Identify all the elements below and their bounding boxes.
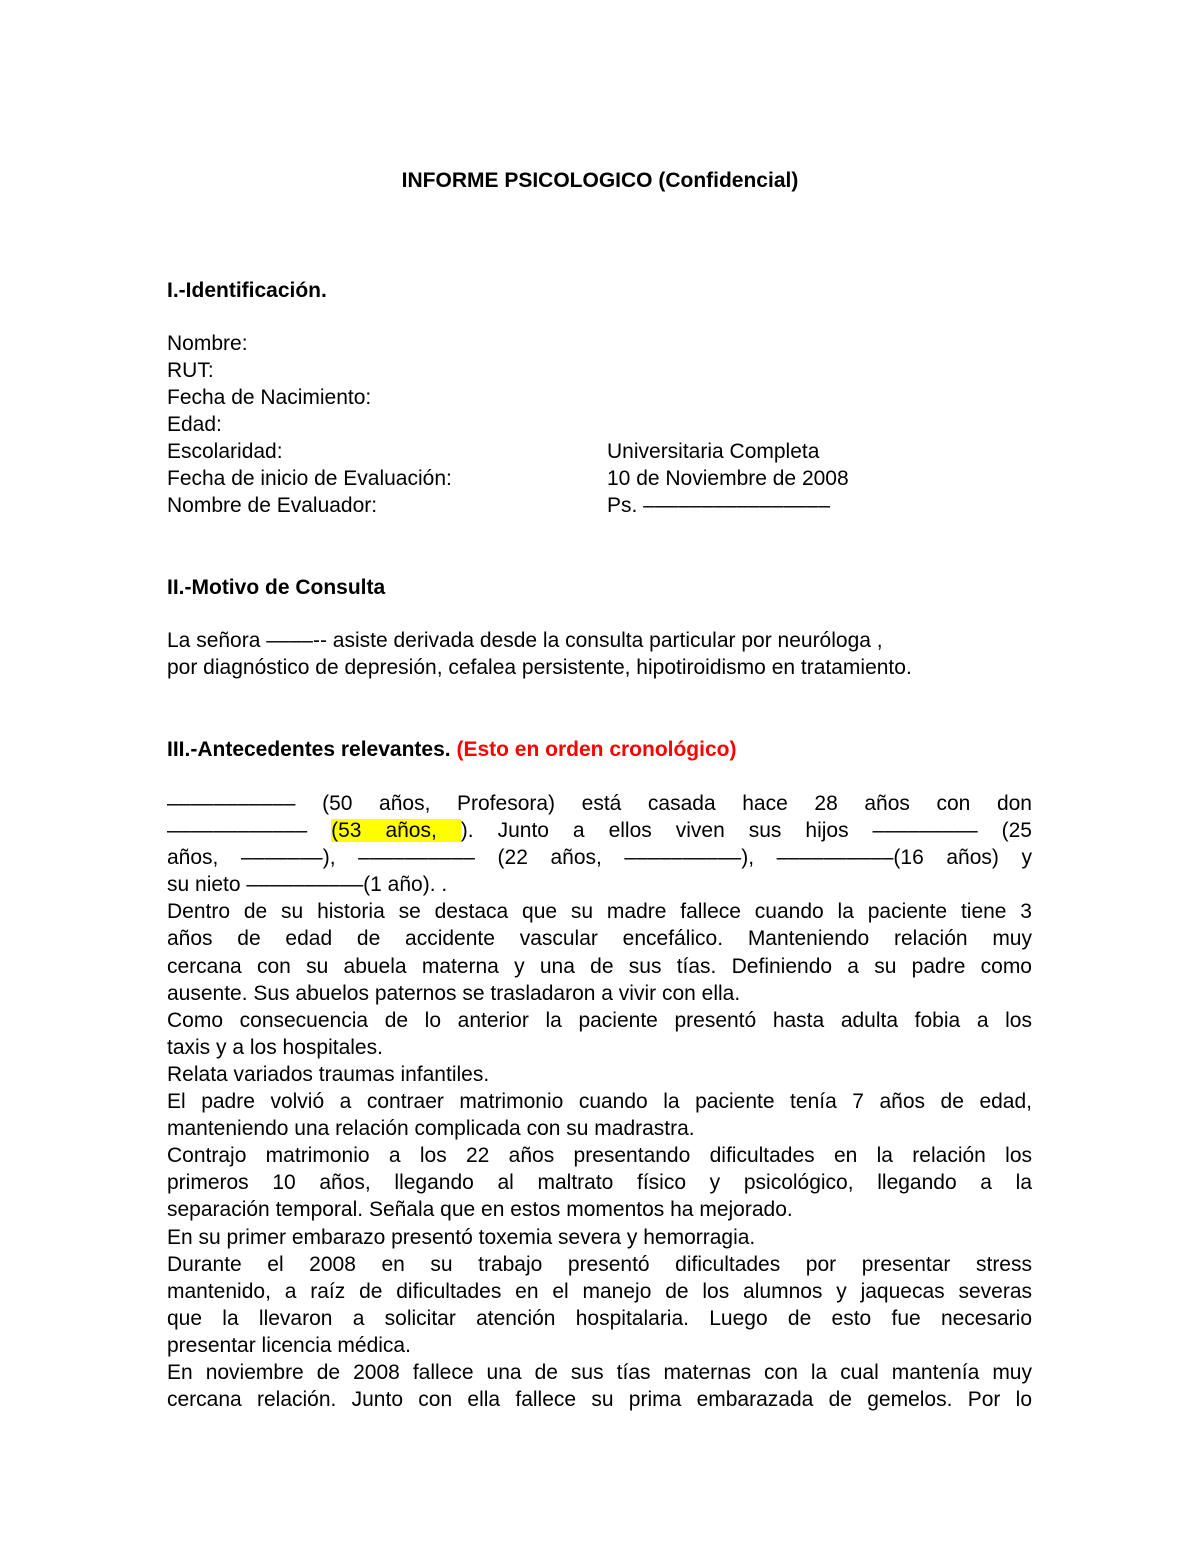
p7-line-1: Durante el 2008 en su trabajo presentó dificultades por presentar stress (167, 1252, 1032, 1276)
family-line-4: su nieto ––––––––––(1 año). . (167, 873, 448, 897)
family-line-2-pre: –––––––––––– (167, 819, 332, 843)
p5-line-1: Contrajo matrimonio a los 22 años presentando dificultades en la relación los (167, 1144, 1032, 1168)
family-line-1: ––––––––––– (50 años, Profesora) está casada hace 28 años con don (167, 792, 1032, 815)
p2-line-1: Como consecuencia de lo anterior la paciente presentó hasta adulta fobia a los (167, 1008, 1032, 1032)
antecedentes-heading-text: III.-Antecedentes relevantes. (167, 738, 451, 761)
p4-line-1: El padre volvió a contraer matrimonio cuando la paciente tenía 7 años de edad, (167, 1090, 1032, 1114)
p8-line-2: cercana relación. Junto con ella fallece su prima embarazada de gemelos. Por lo (167, 1388, 1032, 1412)
section-antecedentes-heading (167, 736, 736, 763)
section-identificacion-heading: I.-Identificación. (167, 279, 327, 302)
field-value-evaluador: Ps. –––––––––––––––– (607, 494, 831, 517)
family-line-3: años, –––––––), –––––––––– (22 años, ––––––––––), ––––––––––(16 años) y (167, 846, 1032, 870)
p7-line-3: que la llevaron a solicitar atención hospitalaria. Luego de esto fue necesario (167, 1306, 1032, 1330)
p1-line-1: Dentro de su historia se destaca que su madre fallece cuando la paciente tiene 3 (167, 900, 1032, 924)
motivo-line-2: por diagnóstico de depresión, cefalea persistente, hipotiroidismo en tratamiento. (167, 656, 912, 679)
field-label-edad: Edad: (167, 413, 222, 436)
p2-line-2: taxis y a los hospitales. (167, 1035, 383, 1059)
field-value-escolaridad: Universitaria Completa (607, 440, 820, 463)
family-line-2-post: ). Junto a ellos viven sus hijos ––––––––– (25 (460, 819, 1032, 843)
p5-line-3: separación temporal. Señala que en estos momentos ha mejorado. (167, 1198, 793, 1222)
p5-line-2: primeros 10 años, llegando al maltrato físico y psicológico, llegando a la (167, 1171, 1032, 1195)
p1-line-2: años de edad de accidente vascular encefálico. Manteniendo relación muy (167, 927, 1032, 951)
p4-line-2: manteniendo una relación complicada con su madrastra. (167, 1117, 695, 1141)
p8-line-1: En noviembre de 2008 fallece una de sus tías maternas con la cual mantenía muy (167, 1360, 1032, 1384)
section-motivo-heading: II.-Motivo de Consulta (167, 576, 386, 599)
field-label-fecha-nacimiento: Fecha de Nacimiento: (167, 386, 372, 409)
p6-line-1: En su primer embarazo presentó toxemia severa y hemorragia. (167, 1225, 756, 1249)
field-label-evaluador: Nombre de Evaluador: (167, 494, 378, 517)
field-value-fecha-inicio: 10 de Noviembre de 2008 (607, 467, 849, 490)
p3-line-1: Relata variados traumas infantiles. (167, 1062, 490, 1086)
field-label-nombre: Nombre: (167, 332, 248, 355)
antecedentes-heading-note: (Esto en orden cronológico) (456, 738, 737, 761)
family-paragraph (167, 790, 1032, 1413)
document-title: INFORME PSICOLOGICO (Confidencial) (401, 169, 799, 192)
p1-line-3: cercana con su abuela materna y una de sus tías. Definiendo a su padre como (167, 954, 1032, 978)
field-label-escolaridad: Escolaridad: (167, 440, 283, 463)
p1-line-4: ausente. Sus abuelos paternos se trasladaron a vivir con ella. (167, 981, 741, 1005)
highlighted-age: (53 años, (331, 819, 461, 843)
p7-line-4: presentar licencia médica. (167, 1333, 411, 1357)
family-line-2 (167, 817, 1032, 844)
field-label-fecha-inicio: Fecha de inicio de Evaluación: (167, 467, 452, 490)
p7-line-2: mantenido, a raíz de dificultades en el manejo de los alumnos y jaquecas severas (167, 1279, 1032, 1303)
field-label-rut: RUT: (167, 359, 214, 382)
motivo-line-1: La señora ––––-- asiste derivada desde la consulta particular por neuróloga , (167, 629, 883, 652)
